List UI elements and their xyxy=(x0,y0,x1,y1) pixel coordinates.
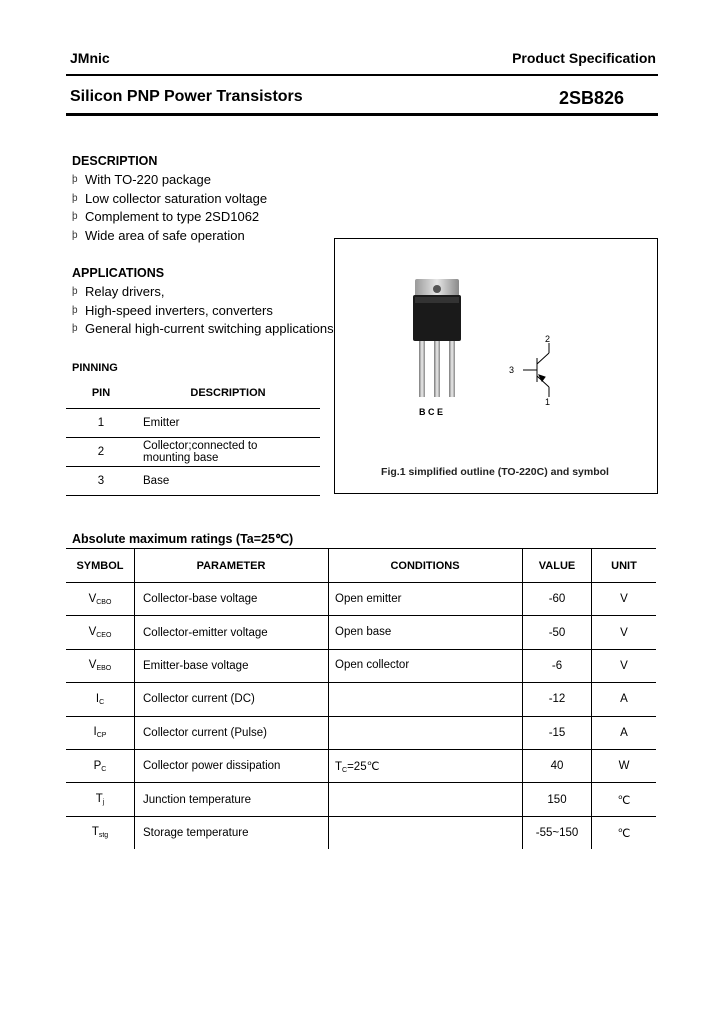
figure-box xyxy=(334,238,658,494)
package-and-symbol-figure xyxy=(335,239,657,493)
table-row: $T_{stg}$ Storage temperature -55~150 ℃ xyxy=(66,816,656,849)
table-row: $P_C$ Collector power dissipation $T_C=25℃$ 40 W xyxy=(66,749,656,782)
table-header-row xyxy=(66,378,320,409)
list-item: þ Complement to type 2SD1062 xyxy=(72,208,267,227)
ratings-table xyxy=(66,548,656,849)
emitter-pin-label: 1 xyxy=(545,397,551,407)
list-item: þ High-speed inverters, converters xyxy=(72,302,334,321)
bullet-icon: þ xyxy=(72,286,78,297)
list-item: þ Low collector saturation voltage xyxy=(72,190,267,209)
table-row: 1 Emitter xyxy=(66,409,320,438)
list-item: þ Relay drivers, xyxy=(72,283,334,302)
bullet-icon: þ xyxy=(72,174,78,185)
figure-caption: Fig.1 simplified outline (TO-220C) and symbol xyxy=(381,466,609,478)
collector-pin-label: 2 xyxy=(545,334,551,344)
part-number: 2SB826 xyxy=(559,88,625,108)
list-item: þ With TO-220 package xyxy=(72,171,267,190)
pinning-table xyxy=(66,378,320,496)
col-description: DESCRIPTION xyxy=(136,378,320,409)
col-pin: PIN xyxy=(66,378,136,409)
doc-type: Product Specification xyxy=(512,50,656,66)
list-item: þ General high-current switching applications xyxy=(72,320,334,339)
bullet-icon: þ xyxy=(72,230,78,242)
bullet-icon: þ xyxy=(72,211,78,223)
applications-heading: APPLICATIONS xyxy=(72,266,165,280)
base-pin-label: 3 xyxy=(509,365,515,375)
brand-name: JMnic xyxy=(70,50,110,66)
table-row: $I_{CP}$ Collector current (Pulse) -15 A xyxy=(66,716,656,749)
bullet-icon: þ xyxy=(72,304,78,316)
pnp-symbol xyxy=(523,343,549,397)
table-row: 3 Base xyxy=(66,467,320,496)
product-line-title: Silicon PNP Power Transistors xyxy=(70,88,303,105)
to220-package-image xyxy=(413,279,461,397)
table-row: 2 Collector;connected to mounting base xyxy=(66,438,320,467)
header-rule xyxy=(66,74,658,76)
description-heading: DESCRIPTION xyxy=(72,154,158,168)
list-item: þ Wide area of safe operation xyxy=(72,227,267,246)
table-row: $I_C$ Collector current (DC) -12 A xyxy=(66,683,656,716)
table-row: $V_{EBO}$ Emitter-base voltage Open collector -6 V xyxy=(66,649,656,682)
description-list xyxy=(72,171,267,246)
ratings-heading: Absolute maximum ratings (Ta=25℃) xyxy=(72,532,294,546)
table-row: $T_j$ Junction temperature 150 ℃ xyxy=(66,783,656,816)
pinning-heading: PINNING xyxy=(72,362,118,374)
package-pin-labels: B C E xyxy=(419,407,444,417)
table-row: $V_{CBO}$ Collector-base voltage Open emitter -60 V xyxy=(66,583,656,616)
bullet-icon: þ xyxy=(72,323,78,335)
title-rule xyxy=(66,113,658,116)
bullet-icon: þ xyxy=(72,192,78,204)
table-header-row: SYMBOL PARAMETER CONDITIONS VALUE UNIT xyxy=(66,549,656,583)
table-row: $V_{CEO}$ Collector-emitter voltage Open base -50 V xyxy=(66,616,656,649)
applications-list xyxy=(72,283,334,339)
